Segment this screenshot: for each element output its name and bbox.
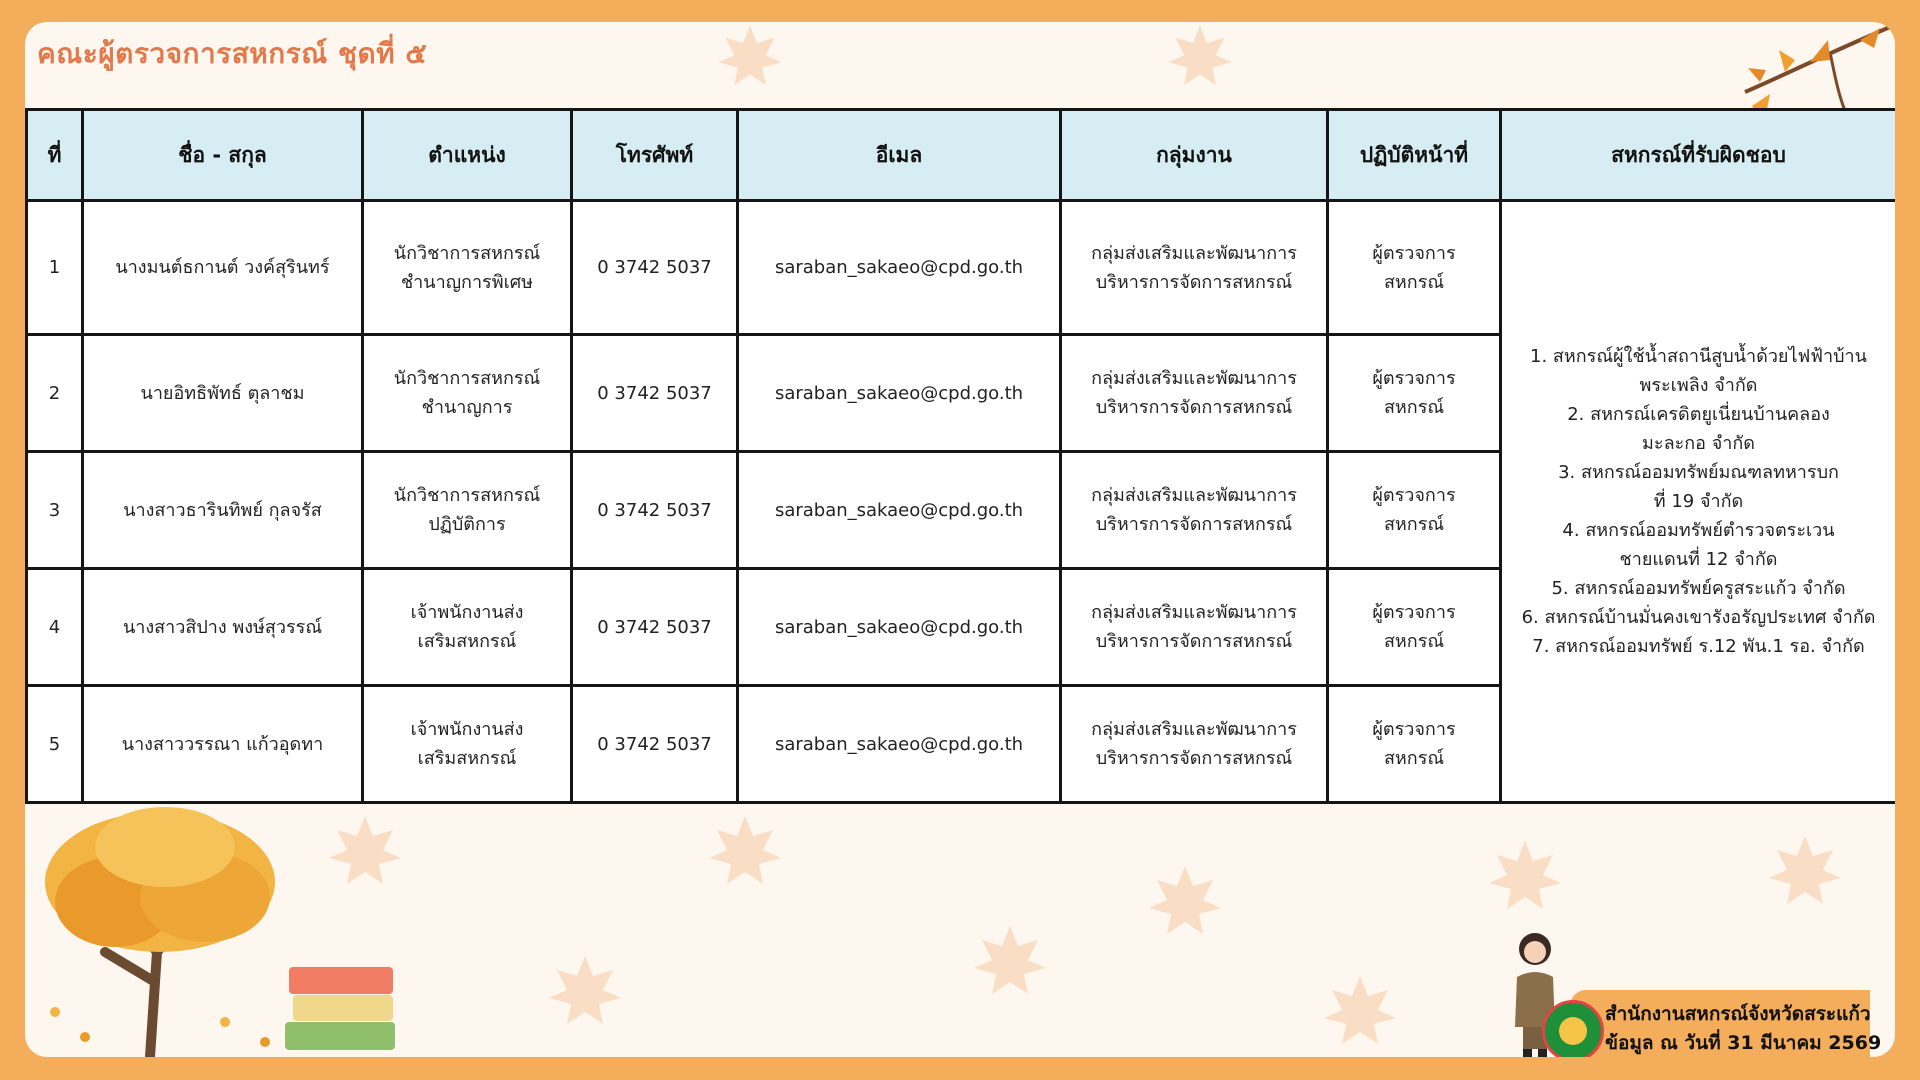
row-no: 1 xyxy=(27,201,83,335)
row-position xyxy=(363,569,572,686)
table-row xyxy=(27,201,1896,335)
group-line: บริหารการจัดการสหกรณ์ xyxy=(1095,514,1293,535)
group-line: บริหารการจัดการสหกรณ์ xyxy=(1095,631,1293,652)
row-no: 2 xyxy=(27,335,83,452)
group-line: บริหารการจัดการสหกรณ์ xyxy=(1095,748,1293,769)
row-group xyxy=(1061,569,1328,686)
header-position: ตำแหน่ง xyxy=(363,110,572,201)
row-email[interactable]: saraban_sakaeo@cpd.go.th xyxy=(738,201,1061,335)
maple-leaf-icon xyxy=(970,922,1050,1002)
position-line: เสริมสหกรณ์ xyxy=(417,748,517,769)
duty-line: สหกรณ์ xyxy=(1383,271,1445,293)
row-phone: 0 3742 5037 xyxy=(572,201,738,335)
row-email[interactable]: saraban_sakaeo@cpd.go.th xyxy=(738,452,1061,569)
row-position xyxy=(363,335,572,452)
row-no: 4 xyxy=(27,569,83,686)
coop-line: พระเพลิง จำกัด xyxy=(1639,375,1758,396)
coop-line: 2. สหกรณ์เครดิตยูเนี่ยนบ้านคลอง xyxy=(1567,404,1830,425)
duty-line: ผู้ตรวจการ xyxy=(1372,602,1456,623)
position-line: เจ้าพนักงานส่ง xyxy=(410,719,524,740)
coop-line: ที่ 19 จำกัด xyxy=(1653,491,1744,512)
position-line: เสริมสหกรณ์ xyxy=(417,631,517,652)
row-email[interactable]: saraban_sakaeo@cpd.go.th xyxy=(738,569,1061,686)
maple-leaf-icon xyxy=(1145,862,1225,942)
header-coops: สหกรณ์ที่รับผิดชอบ xyxy=(1501,110,1896,201)
seal-icon xyxy=(1542,1000,1604,1057)
row-position xyxy=(363,201,572,335)
group-line: กลุ่มส่งเสริมและพัฒนาการ xyxy=(1091,719,1297,740)
header-no: ที่ xyxy=(27,110,83,201)
duty-line: สหกรณ์ xyxy=(1383,514,1445,535)
row-group xyxy=(1061,452,1328,569)
header-name: ชื่อ - สกุล xyxy=(83,110,363,201)
coop-line: มะละกอ จำกัด xyxy=(1642,433,1755,454)
coop-line: 5. สหกรณ์ออมทรัพย์ครูสระแก้ว จำกัด xyxy=(1551,578,1846,599)
duty-line: ผู้ตรวจการ xyxy=(1372,719,1456,740)
row-group xyxy=(1061,686,1328,803)
coop-line: 4. สหกรณ์ออมทรัพย์ตำรวจตระเวน xyxy=(1562,520,1835,541)
row-position xyxy=(363,452,572,569)
header-duty: ปฏิบัติหน้าที่ xyxy=(1328,110,1501,201)
row-email[interactable]: saraban_sakaeo@cpd.go.th xyxy=(738,686,1061,803)
autumn-tree-icon xyxy=(25,802,295,1057)
table-header-row xyxy=(27,110,1896,201)
position-line: นักวิชาการสหกรณ์ xyxy=(393,368,541,389)
maple-leaf-icon xyxy=(545,952,625,1032)
coop-line: 3. สหกรณ์ออมทรัพย์มณฑลทหารบก xyxy=(1558,462,1839,483)
row-no: 3 xyxy=(27,452,83,569)
maple-leaf-icon xyxy=(1485,837,1565,917)
header-phone: โทรศัพท์ xyxy=(572,110,738,201)
duty-line: สหกรณ์ xyxy=(1383,631,1445,652)
coops-cell xyxy=(1501,201,1896,803)
page-title: คณะผู้ตรวจการสหกรณ์ ชุดที่ ๕ xyxy=(37,37,428,70)
maple-leaf-icon xyxy=(1765,832,1845,912)
coop-line: ชายแดนที่ 12 จำกัด xyxy=(1619,549,1778,570)
footer-office: สำนักงานสหกรณ์จังหวัดสระแก้ว xyxy=(1605,1003,1871,1025)
position-line: นักวิชาการสหกรณ์ xyxy=(393,242,541,264)
footer-date: ข้อมูล ณ วันที่ 31 มีนาคม 2569 xyxy=(1605,1032,1882,1054)
row-duty xyxy=(1328,569,1501,686)
coop-line: 6. สหกรณ์บ้านมั่นคงเขารังอรัญประเทศ จำกัด xyxy=(1521,607,1876,628)
duty-line: ผู้ตรวจการ xyxy=(1372,368,1456,389)
position-line: ชำนาญการ xyxy=(421,397,513,418)
slide-card xyxy=(25,22,1895,1057)
coop-line: 1. สหกรณ์ผู้ใช้น้ำสถานีสูบน้ำด้วยไฟฟ้าบ้าน xyxy=(1530,346,1867,367)
header-email: อีเมล xyxy=(738,110,1061,201)
position-line: นักวิชาการสหกรณ์ xyxy=(393,485,541,506)
row-no: 5 xyxy=(27,686,83,803)
duty-line: ผู้ตรวจการ xyxy=(1372,242,1456,264)
group-line: กลุ่มส่งเสริมและพัฒนาการ xyxy=(1091,368,1297,389)
maple-leaf-icon xyxy=(1165,22,1235,92)
duty-line: ผู้ตรวจการ xyxy=(1372,485,1456,506)
maple-leaf-icon xyxy=(325,812,405,892)
row-duty xyxy=(1328,686,1501,803)
row-group xyxy=(1061,335,1328,452)
position-line: ปฏิบัติการ xyxy=(428,514,506,535)
row-name: นางมนต์ธกานต์ วงค์สุรินทร์ xyxy=(83,201,363,335)
row-phone: 0 3742 5037 xyxy=(572,569,738,686)
row-name: นางสาววรรณา แก้วอุดทา xyxy=(83,686,363,803)
group-line: กลุ่มส่งเสริมและพัฒนาการ xyxy=(1091,602,1297,623)
row-position xyxy=(363,686,572,803)
maple-leaf-icon xyxy=(1320,972,1400,1052)
row-phone: 0 3742 5037 xyxy=(572,452,738,569)
footer-info xyxy=(1605,1000,1881,1057)
row-name: นางสาวสิปาง พงษ์สุวรรณ์ xyxy=(83,569,363,686)
group-line: กลุ่มส่งเสริมและพัฒนาการ xyxy=(1091,242,1297,264)
group-line: บริหารการจัดการสหกรณ์ xyxy=(1095,271,1293,293)
row-name: นางสาวธารินทิพย์ กุลจรัส xyxy=(83,452,363,569)
header-group: กลุ่มงาน xyxy=(1061,110,1328,201)
position-line: ชำนาญการพิเศษ xyxy=(400,271,534,293)
row-name: นายอิทธิพัทธ์ ตุลาชม xyxy=(83,335,363,452)
row-group xyxy=(1061,201,1328,335)
maple-leaf-icon xyxy=(705,812,785,892)
row-duty xyxy=(1328,201,1501,335)
row-email[interactable]: saraban_sakaeo@cpd.go.th xyxy=(738,335,1061,452)
maple-leaf-icon xyxy=(715,22,785,92)
position-line: เจ้าพนักงานส่ง xyxy=(410,602,524,623)
duty-line: สหกรณ์ xyxy=(1383,397,1445,418)
row-duty xyxy=(1328,335,1501,452)
duty-line: สหกรณ์ xyxy=(1383,748,1445,769)
row-phone: 0 3742 5037 xyxy=(572,335,738,452)
coop-line: 7. สหกรณ์ออมทรัพย์ ร.12 พัน.1 รอ. จำกัด xyxy=(1532,636,1865,657)
book-stack-icon xyxy=(275,957,405,1057)
row-phone: 0 3742 5037 xyxy=(572,686,738,803)
inspectors-table xyxy=(25,108,1895,804)
group-line: กลุ่มส่งเสริมและพัฒนาการ xyxy=(1091,485,1297,506)
row-duty xyxy=(1328,452,1501,569)
group-line: บริหารการจัดการสหกรณ์ xyxy=(1095,397,1293,418)
